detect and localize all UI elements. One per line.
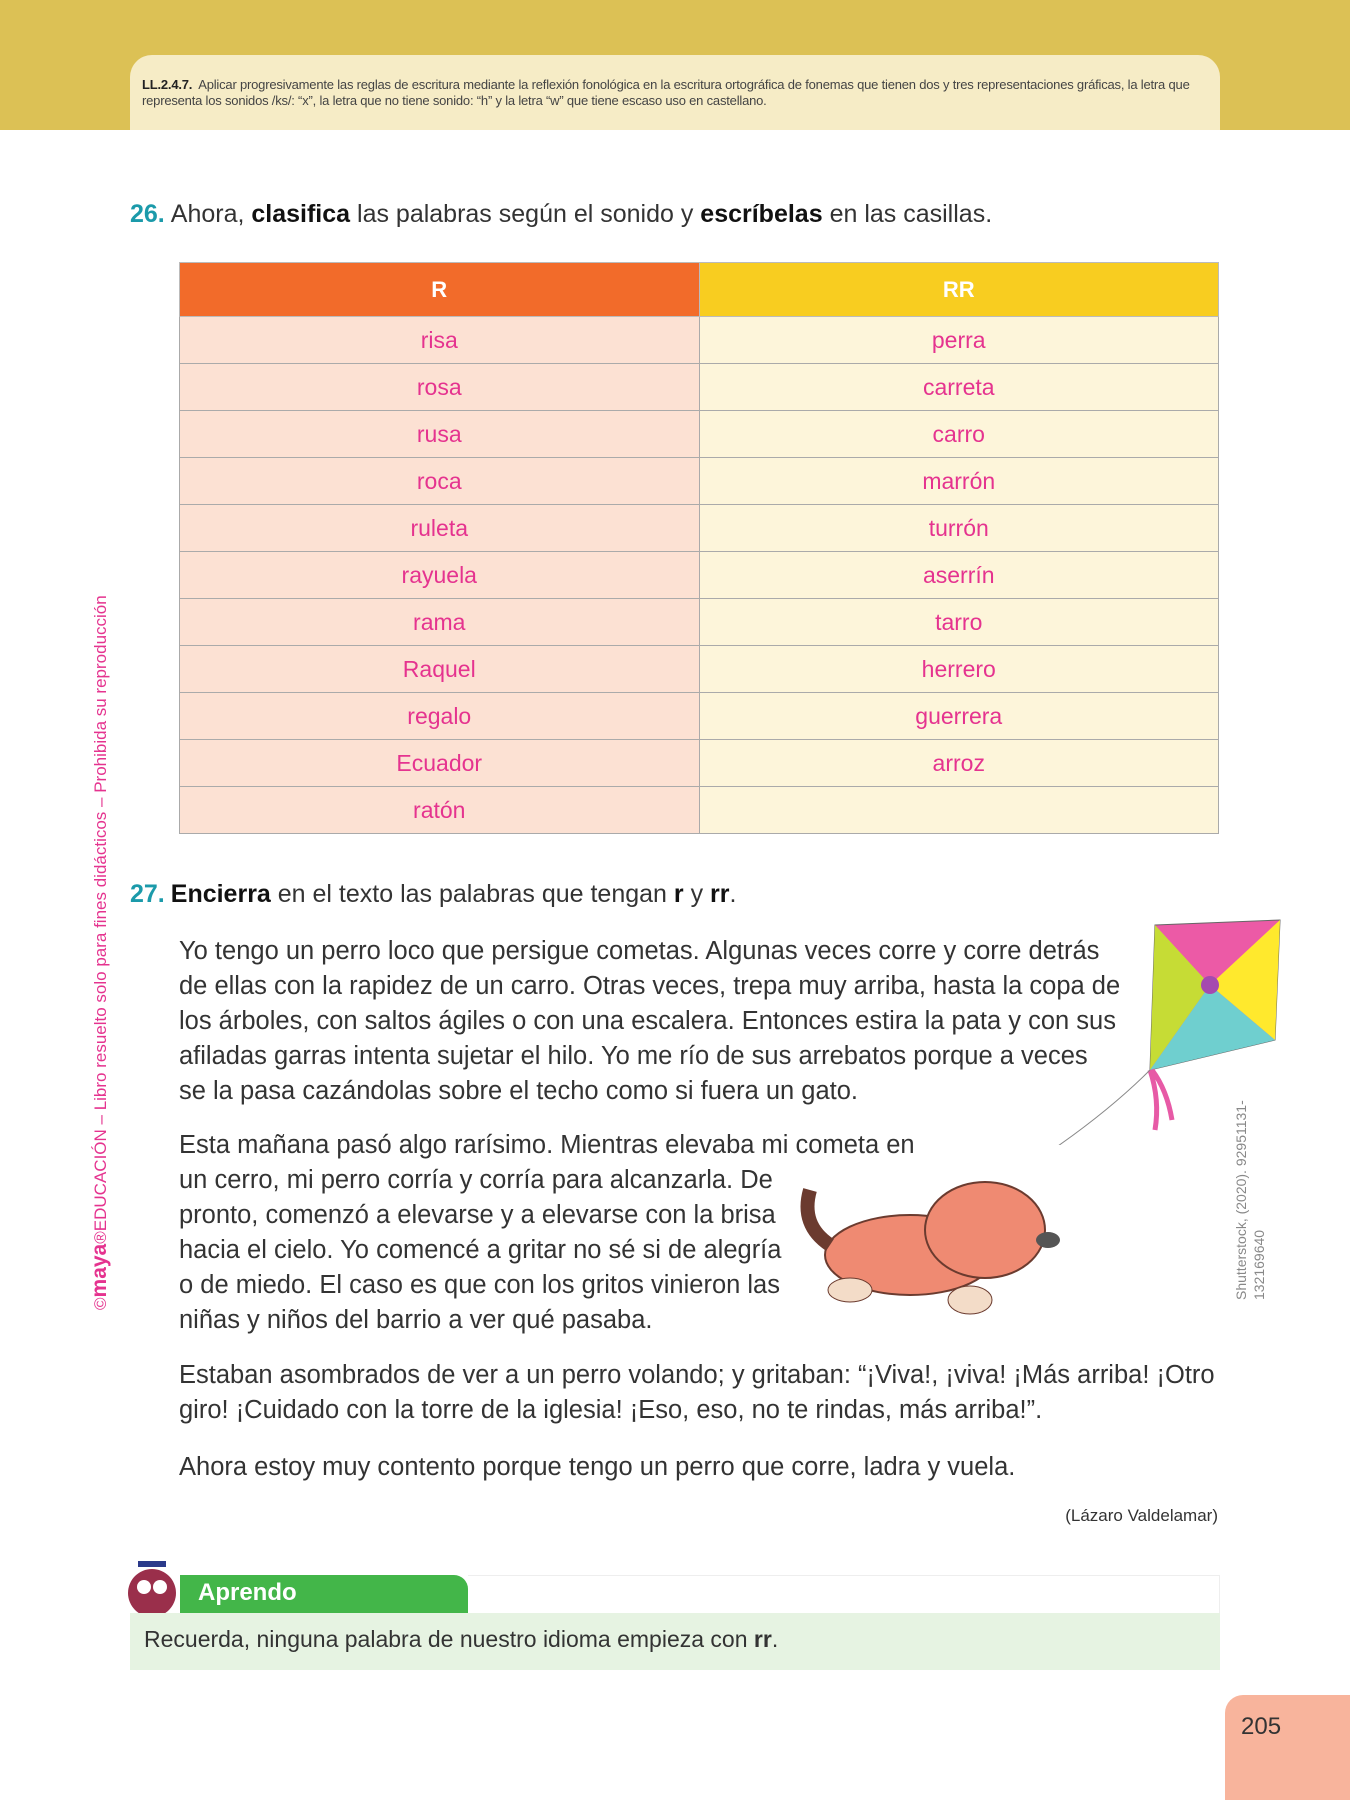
story-paragraph-4: Ahora estoy muy contento porque tengo un perro que corre, ladra y vuela. <box>179 1453 1016 1481</box>
q-bold: r <box>673 880 684 908</box>
author-citation: (Lázaro Valdelamar) <box>1065 1506 1218 1525</box>
rr-word-cell[interactable]: herrero <box>699 646 1219 693</box>
r-word-cell[interactable]: ruleta <box>180 505 700 552</box>
aprendo-border <box>468 1575 1220 1613</box>
q-text: Ahora, <box>170 200 252 228</box>
aprendo-box <box>130 1613 1220 1670</box>
standard-text: Aplicar progresivamente las reglas de escritura mediante la reflexión fonológica en la escritura ortográfica de fonemas que tienen dos y tres representaciones gráficas, la letra que representa los sonidos /ks/: “x”, la letra que no tiene sonido: “h” y la letra “w” que tiene escaso uso en castellano. <box>142 77 1190 108</box>
rr-word-cell[interactable]: turrón <box>699 505 1219 552</box>
story-line: Esta mañana pasó algo rarísimo. Mientras elevaba mi cometa en <box>179 1131 915 1159</box>
table-row <box>180 505 1219 552</box>
q-text: . <box>729 880 737 908</box>
story-paragraph-3 <box>179 1358 1215 1428</box>
question-26 <box>130 200 992 229</box>
rr-word-cell[interactable]: marrón <box>699 458 1219 505</box>
aprendo-title: Aprendo <box>180 1575 468 1615</box>
table-row <box>180 552 1219 599</box>
story-line: Yo tengo un perro loco que persigue cometas. Algunas veces corre y corre detrás <box>179 937 1100 965</box>
story-line: afiladas garras intenta sujetar el hilo. Yo me río de sus arrebatos porque a veces <box>179 1042 1088 1070</box>
image-credit <box>1232 1100 1268 1300</box>
table-row <box>180 599 1219 646</box>
credit-line: Shutterstock, (2020). 92951131- <box>1233 1100 1249 1300</box>
side-text: EDUCACIÓN – Libro resuelto solo para fines didácticos – Prohibida su reproducción <box>91 595 110 1232</box>
table-row <box>180 693 1219 740</box>
brand-logo: maya <box>88 1243 111 1298</box>
r-word-cell[interactable]: roca <box>180 458 700 505</box>
rr-word-cell[interactable]: perra <box>699 317 1219 364</box>
story-line: se la pasa cazándolas sobre el techo como si fuera un gato. <box>179 1077 858 1105</box>
page-number: 205 <box>1225 1695 1350 1800</box>
registered-mark: ® <box>91 1231 110 1244</box>
rr-word-cell[interactable]: arroz <box>699 740 1219 787</box>
q-text: en las casillas. <box>822 200 993 228</box>
owl-icon <box>120 1555 185 1620</box>
rr-word-cell[interactable]: guerrera <box>699 693 1219 740</box>
q-text: en el texto las palabras que tengan <box>270 880 674 908</box>
story-line: de ellas con la rapidez de un carro. Otras veces, trepa muy arriba, hasta la copa de <box>179 972 1121 1000</box>
r-word-cell[interactable]: Raquel <box>180 646 700 693</box>
question-number: 26. <box>130 200 165 228</box>
dog-illustration <box>800 1165 1070 1330</box>
aprendo-text: Recuerda, ninguna palabra de nuestro idioma empieza con <box>144 1626 754 1652</box>
credit-line: 132169640 <box>1251 1229 1267 1300</box>
story-line: o de miedo. El caso es que con los gritos vinieron las <box>179 1271 780 1299</box>
rr-word-cell[interactable]: carro <box>699 411 1219 458</box>
copyright-symbol: © <box>91 1297 110 1310</box>
side-copyright <box>88 595 112 1310</box>
table-row <box>180 411 1219 458</box>
header-rr: RR <box>699 263 1219 317</box>
r-word-cell[interactable]: rusa <box>180 411 700 458</box>
story-paragraph-1 <box>179 934 1120 1109</box>
table-row <box>180 458 1219 505</box>
table-row <box>180 317 1219 364</box>
r-word-cell[interactable]: Ecuador <box>180 740 700 787</box>
table-row <box>180 364 1219 411</box>
story-line: un cerro, mi perro corría y corría para alcanzarla. De <box>179 1166 773 1194</box>
q-bold: escríbelas <box>700 200 823 228</box>
table-row <box>180 740 1219 787</box>
standard-code: LL.2.4.7. <box>142 77 193 92</box>
story-line: Estaban asombrados de ver a un perro volando; y gritaban: “¡Viva!, ¡viva! ¡Más arriba! ¡Otro <box>179 1361 1215 1389</box>
rr-word-cell[interactable]: aserrín <box>699 552 1219 599</box>
header-r: R <box>180 263 700 317</box>
r-word-cell[interactable]: ratón <box>180 787 700 834</box>
rr-word-cell[interactable]: tarro <box>699 599 1219 646</box>
skill-standard <box>130 55 1220 130</box>
q-text: y <box>683 880 711 908</box>
q-bold: rr <box>710 880 730 908</box>
r-word-cell[interactable]: rosa <box>180 364 700 411</box>
story-line: niñas y niños del barrio a ver qué pasaba. <box>179 1306 653 1334</box>
r-word-cell[interactable]: regalo <box>180 693 700 740</box>
rr-word-cell[interactable]: carreta <box>699 364 1219 411</box>
question-number: 27. <box>130 880 165 908</box>
aprendo-bold: rr <box>753 1626 772 1652</box>
q-text: las palabras según el sonido y <box>350 200 701 228</box>
story-line: pronto, comenzó a elevarse y a elevarse con la brisa <box>179 1201 776 1229</box>
classification-table <box>179 262 1219 834</box>
q-bold: clasifica <box>251 200 351 228</box>
question-27 <box>130 880 736 909</box>
table-row <box>180 787 1219 834</box>
aprendo-text: . <box>771 1626 779 1652</box>
story-line: giro! ¡Cuidado con la torre de la iglesia! ¡Eso, eso, no te rindas, más arriba!”. <box>179 1396 1043 1424</box>
story-line: los árboles, con saltos ágiles o con una escalera. Entonces estira la pata y con sus <box>179 1007 1116 1035</box>
r-word-cell[interactable]: rama <box>180 599 700 646</box>
table-row <box>180 646 1219 693</box>
rr-word-cell[interactable] <box>699 787 1219 834</box>
r-word-cell[interactable]: rayuela <box>180 552 700 599</box>
r-word-cell[interactable]: risa <box>180 317 700 364</box>
story-line: hacia el cielo. Yo comencé a gritar no sé si de alegría <box>179 1236 782 1264</box>
q-bold: Encierra <box>170 880 271 908</box>
